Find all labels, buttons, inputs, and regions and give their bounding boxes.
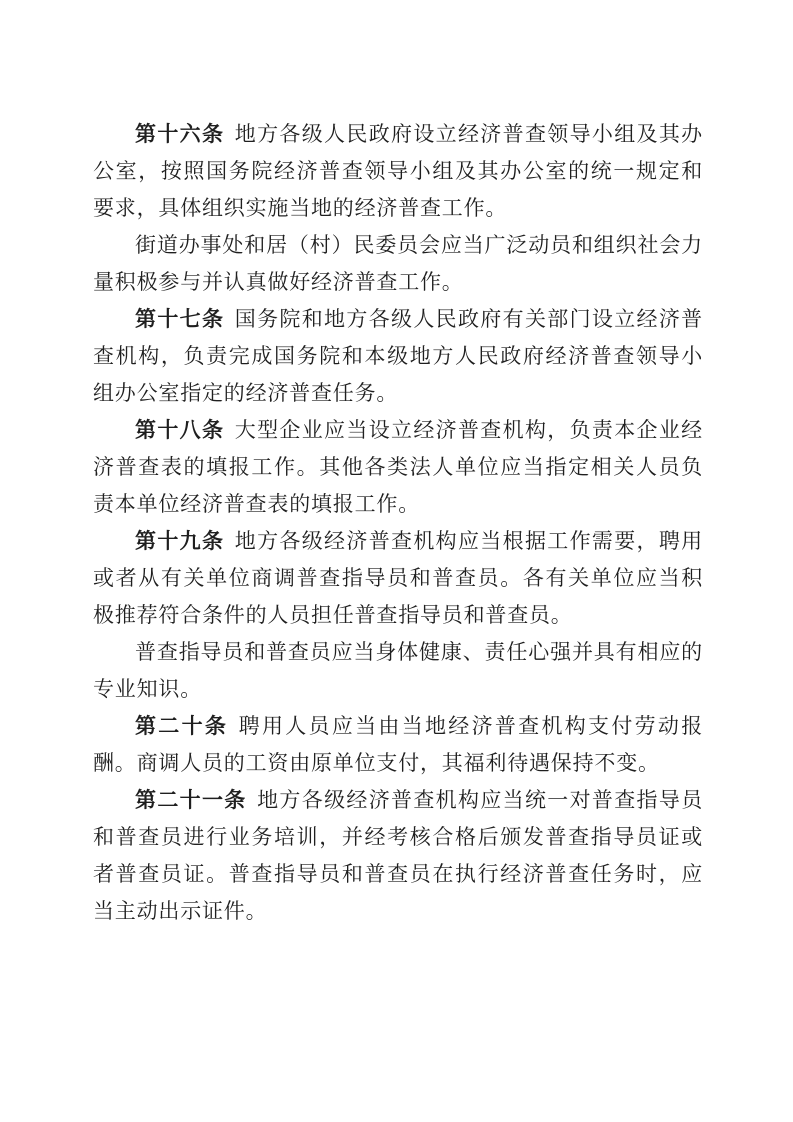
article-number: 第十七条 xyxy=(135,307,225,331)
paragraph xyxy=(93,412,703,523)
article-number: 第二十条 xyxy=(135,714,229,738)
paragraph-text: 街道办事处和居（村）民委员会应当广泛动员和组织社会力量积极参与并认真做好经济普查工作。 xyxy=(93,233,703,294)
paragraph xyxy=(93,116,703,227)
paragraph-text: 聘用人员应当由当地经济普查机构支付劳动报酬。商调人员的工资由原单位支付，其福利待遇保持不变。 xyxy=(93,714,704,775)
article-number: 第二十一条 xyxy=(135,788,247,812)
paragraph xyxy=(93,634,703,708)
paragraph xyxy=(93,227,703,301)
paragraph-text: 大型企业应当设立经济普查机构，负责本企业经济普查表的填报工作。其他各类法人单位应当指定相关人员负责本单位经济普查表的填报工作。 xyxy=(93,418,703,516)
paragraph xyxy=(93,782,703,930)
paragraph-text: 地方各级经济普查机构应当根据工作需要，聘用或者从有关单位商调普查指导员和普查员。各有关单位应当积极推荐符合条件的人员担任普查指导员和普查员。 xyxy=(93,529,703,627)
paragraph xyxy=(93,301,703,412)
article-number: 第十八条 xyxy=(135,418,225,442)
paragraph-text: 地方各级人民政府设立经济普查领导小组及其办公室，按照国务院经济普查领导小组及其办公室的统一规定和要求，具体组织实施当地的经济普查工作。 xyxy=(93,122,703,220)
article-number: 第十六条 xyxy=(135,122,225,146)
paragraph-text: 普查指导员和普查员应当身体健康、责任心强并具有相应的专业知识。 xyxy=(93,640,703,701)
paragraph xyxy=(93,708,703,782)
paragraph-text: 国务院和地方各级人民政府有关部门设立经济普查机构，负责完成国务院和本级地方人民政府经济普查领导小组办公室指定的经济普查任务。 xyxy=(93,307,703,405)
paragraph xyxy=(93,523,703,634)
document-body xyxy=(93,116,703,930)
paragraph-text: 地方各级经济普查机构应当统一对普查指导员和普查员进行业务培训，并经考核合格后颁发普查指导员证或者普查员证。普查指导员和普查员在执行经济普查任务时，应当主动出示证件。 xyxy=(93,788,704,923)
article-number: 第十九条 xyxy=(135,529,225,553)
